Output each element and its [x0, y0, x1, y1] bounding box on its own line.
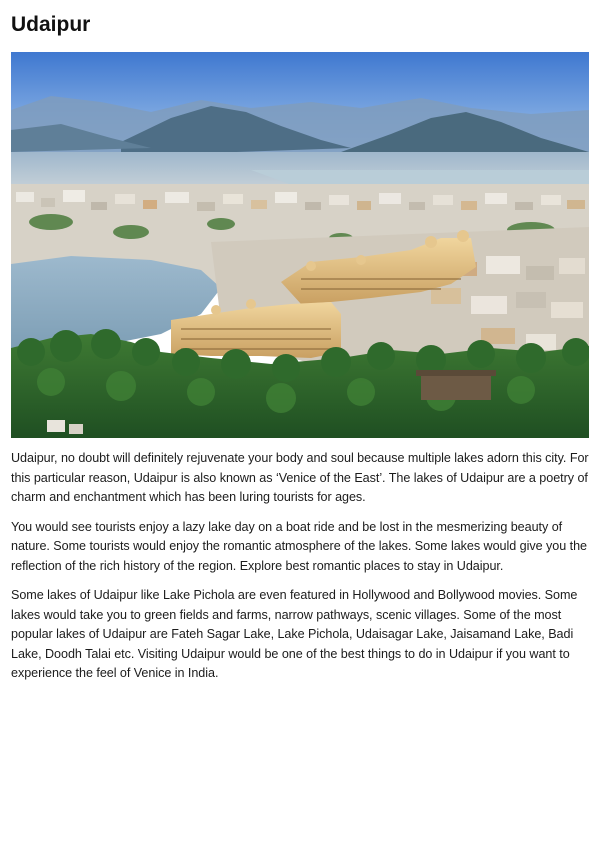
- paragraph-intro: Udaipur, no doubt will definitely rejuvenate your body and soul because multiple lakes adorn this city. For this particular reason, Udaipur is also known as ‘Venice of the East’. The lakes of Udaipur are a poetry of charm and enchantment which has been luring tourists for ages.: [11, 451, 589, 504]
- paragraph-lake-experience: You would see tourists enjoy a lazy lake day on a boat ride and be lost in the mesmerizing beauty of nature. Some tourists would enjoy the romantic atmosphere of the lakes. Some lakes would give you the reflection of the rich history of the region. Explore best romantic places to stay in Udaipur.: [11, 519, 587, 573]
- udaipur-aerial-photo: [11, 52, 589, 438]
- paragraph-popular-lakes: Some lakes of Udaipur like Lake Pichola are even featured in Hollywood and Bollywood movies. Some lakes would take you to green fields and farms, narrow pathways, scenic villages. Some of the most popular lakes of Udaipur are Fateh Sagar Lake, Lake Pichola, Udaisagar Lake, Jaisamand Lake, Badi Lake, Doodh Talai etc. Visiting Udaipur would be one of the best things to do in Udaipur if you want to experience the feel of Venice in India.: [11, 588, 578, 680]
- page-title: Udaipur: [11, 13, 91, 36]
- photo-illustration: [11, 52, 589, 438]
- article-body: [11, 449, 589, 694]
